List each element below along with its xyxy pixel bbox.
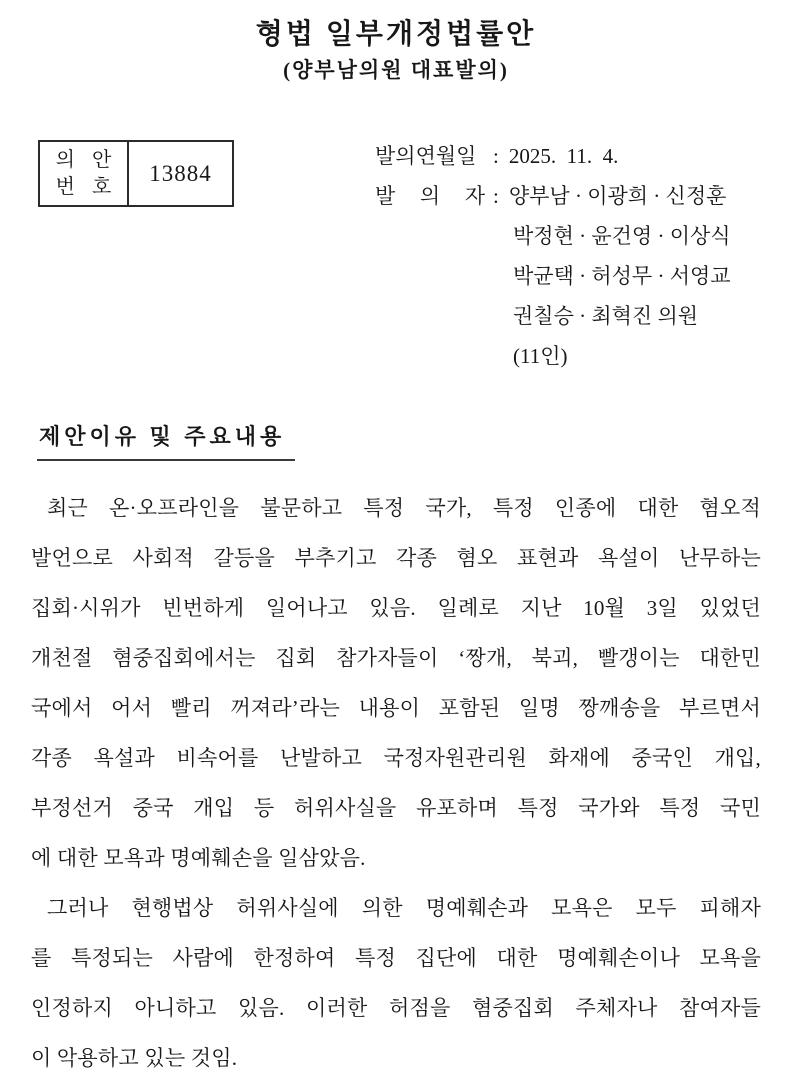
proposer-count: (11인) <box>513 344 568 368</box>
proposal-meta <box>375 136 731 376</box>
proposal-date-line <box>375 136 731 176</box>
body-line: 이 악용하고 있는 것임. <box>31 1046 238 1070</box>
colon-separator: : <box>493 184 499 208</box>
body-line: 국에서 어서 빨리 꺼져라’라는 내용이 포함된 일명 짱깨송을 부르면서 <box>31 696 761 720</box>
section-heading: 제안이유 및 주요내용 <box>37 420 295 461</box>
body-line: 최근 온·오프라인을 불문하고 특정 국가, 특정 인종에 대한 혐오적 <box>47 496 761 520</box>
bill-number-label <box>40 142 129 205</box>
proposal-date-label: 발의연월일 <box>375 144 477 168</box>
colon-separator: : <box>493 144 499 168</box>
proposer-names: 박균택 · 허성무 · 서영교 <box>513 264 731 288</box>
proposal-date-value: 2025. 11. 4. <box>508 144 619 168</box>
body-line: 발언으로 사회적 갈등을 부추기고 각종 혐오 표현과 욕설이 난무하는 <box>31 546 761 570</box>
proposer-names: 박정현 · 윤건영 · 이상식 <box>513 224 731 248</box>
body-line: 를 특정되는 사람에 한정하여 특정 집단에 대한 명예훼손이나 모욕을 <box>31 946 761 970</box>
document-title: 형법 일부개정법률안 <box>255 19 537 50</box>
proposer-names: 권칠승 · 최혁진 의원 <box>513 304 699 328</box>
bill-number-box <box>38 140 234 207</box>
proposer-line <box>375 176 731 216</box>
bill-number-value: 13884 <box>149 160 212 186</box>
body-line: 에 대한 모욕과 명예훼손을 일삼았음. <box>31 846 366 870</box>
proposer-label: 발 의 자 <box>375 184 485 208</box>
bill-number-label-line1: 의 안 <box>55 148 112 171</box>
body-line: 각종 욕설과 비속어를 난발하고 국정자원관리원 화재에 중국인 개입, <box>31 746 761 770</box>
proposer-names: 양부남 · 이광희 · 신정훈 <box>508 184 727 208</box>
document-subtitle: (양부남의원 대표발의) <box>283 58 509 82</box>
body-line: 개천절 혐중집회에서는 집회 참가자들이 ‘짱개, 북괴, 빨갱이는 대한민 <box>31 646 761 670</box>
body-line: 집회·시위가 빈번하게 일어나고 있음. 일례로 지난 10월 3일 있었던 <box>31 596 761 620</box>
body-line: 부정선거 중국 개입 등 허위사실을 유포하며 특정 국가와 특정 국민 <box>31 796 761 820</box>
reason-section <box>31 420 761 1083</box>
body-line: 그러나 현행법상 허위사실에 의한 명예훼손과 모욕은 모두 피해자 <box>47 896 761 920</box>
bill-number-label-line2: 번 호 <box>55 175 112 198</box>
section-body <box>31 483 761 1083</box>
body-line: 인정하지 아니하고 있음. 이러한 허점을 혐중집회 주체자나 참여자들 <box>31 996 761 1020</box>
